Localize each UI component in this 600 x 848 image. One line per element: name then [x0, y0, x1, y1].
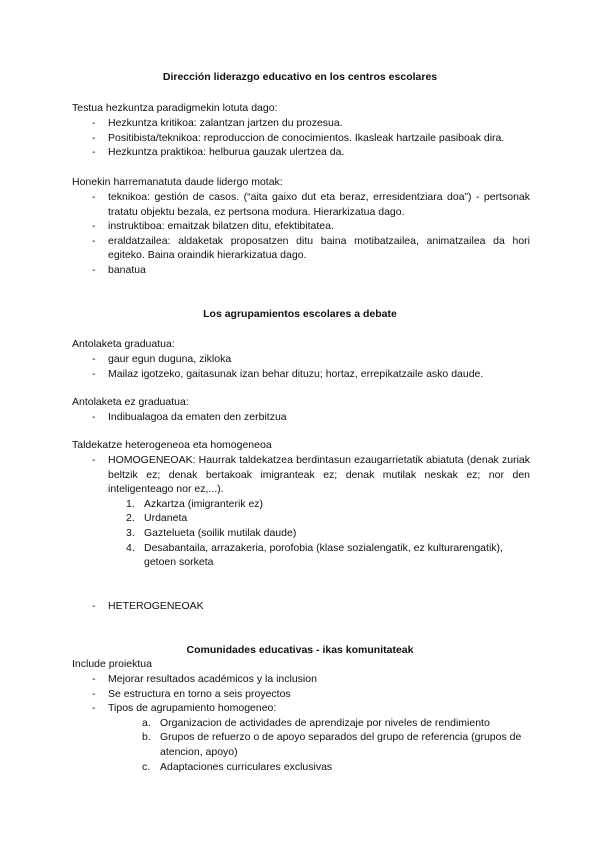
paragraph-include: Include proiektua: [72, 658, 152, 670]
homogeneoak-text: - HOMOGENEOAK: Haurrak taldekatzea berdintasun ezaugarrietatik abiatuta (denak zuriak beltzik ez; denak bertakoak imigranteak ez; denak mutilak neskak ez; nor den inteligenteago nor ez,...).: [108, 454, 530, 496]
numbered-item: 2. Urdaneta: [126, 512, 188, 525]
section-title-agrupamientos: Los agrupamientos escolares a debate: [203, 308, 397, 320]
list-item: - Se estructura en torno a seis proyectos: [72, 687, 530, 702]
list-item-heterogeneoak: - HETEROGENEOAK: [72, 599, 530, 614]
list-lidergo-motak: [72, 190, 530, 278]
list-item: [72, 701, 530, 774]
list-include: [72, 672, 530, 774]
lettered-item: b. Grupos de refuerzo o de apoyo separados del grupo de referencia (grupos de atencion, apoyo): [142, 731, 522, 758]
paragraph-lidergo-motak: Honekin harremanatuta daude lidergo motak:: [72, 176, 283, 188]
list-heterogeneoak: [72, 599, 530, 614]
list-item: - instruktiboa: emaitzak bilatzen ditu, efektibitatea.: [72, 219, 530, 234]
list-item-homogeneoak: [72, 453, 530, 570]
list-item: - teknikoa: gestión de casos. (“aita gaixo dut eta beraz, erresidentziara doa”) - pertsonak tratatu objektu bezala, ez pertsona modura. Hierarkizatua dago.: [72, 190, 530, 219]
list-item: - Hezkuntza kritikoa: zalantzan jartzen du prozesua.: [72, 116, 530, 131]
list-item-text: - Tipos de agrupamiento homogeneo:: [108, 702, 277, 715]
section-title-comunidades: Comunidades educativas - ikas komunitateak: [186, 644, 414, 656]
list-item: - Mailaz igotzeko, gaitasunak izan behar dituzu; hortaz, errepikatzaile asko daude.: [72, 367, 530, 382]
paragraph-graduatua: Antolaketa graduatua:: [72, 338, 175, 350]
lettered-list-agrupamiento: [124, 716, 530, 774]
list-item: - gaur egun duguna, zikloka: [72, 352, 530, 367]
list-item: - Indibualagoa da ematen den zerbitzua: [72, 410, 530, 425]
list-item: - Hezkuntza praktikoa: helburua gauzak ulertzea da.: [72, 145, 530, 160]
section-title-liderazgo: Dirección liderazgo educativo en los centros escolares: [162, 71, 438, 83]
lettered-item: c. Adaptaciones curriculares exclusivas: [142, 760, 333, 773]
list-item: - Positibista/teknikoa: reproduccion de conocimientos. Ikasleak hartzaile pasiboak dira.: [72, 131, 530, 146]
numbered-list-ikastetxeak: [108, 497, 530, 570]
list-ez-graduatua: [72, 410, 530, 425]
numbered-item: 3. Gaztelueta (soilik mutilak daude): [126, 526, 297, 539]
list-homogeneoak: [72, 453, 530, 570]
list-item: - banatua: [72, 263, 530, 278]
numbered-item: 1. Azkartza (imigranterik ez): [126, 497, 264, 510]
list-item: - Mejorar resultados académicos y la inclusion: [72, 672, 530, 687]
paragraph-ez-graduatua: Antolaketa ez graduatua:: [72, 396, 189, 408]
lettered-item: a. Organizacion de actividades de aprendizaje por niveles de rendimiento: [142, 716, 490, 729]
paragraph-taldekatze: Taldekatze heterogeneoa eta homogeneoa: [72, 439, 272, 451]
list-graduatua: [72, 352, 530, 381]
numbered-item: 4. Desabantaila, arrazakeria, porofobia (klase sozialengatik, ez kulturarengatik), getoen sorketa: [126, 541, 503, 569]
paragraph-paradigmak: Testua hezkuntza paradigmekin lotuta dago:: [72, 102, 278, 114]
list-paradigmak: [72, 116, 530, 160]
list-item: - eraldatzailea: aldaketak proposatzen ditu baina motibatzailea, animatzailea da hori egiteko. Baina oraindik hierarkizatua dago.: [72, 234, 530, 263]
